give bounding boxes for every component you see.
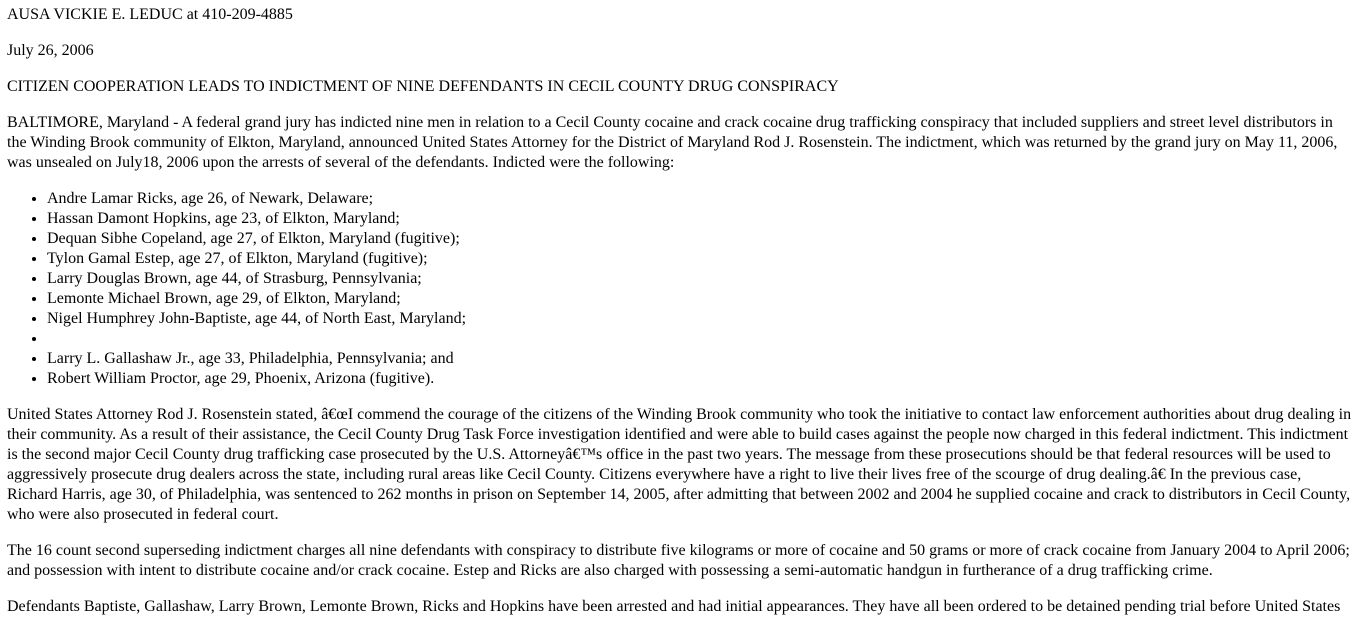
list-item: • Lemonte Michael Brown, age 29, of Elkton, Maryland; (47, 289, 1353, 309)
headline: CITIZEN COOPERATION LEADS TO INDICTMENT OF NINE DEFENDANTS IN CECIL COUNTY DRUG CONSPIRACY (7, 78, 839, 95)
defendant-list (7, 189, 1353, 389)
release-date: July 26, 2006 (7, 42, 94, 59)
list-item-empty (47, 329, 1353, 349)
list-item: • Hassan Damont Hopkins, age 23, of Elkton, Maryland; (47, 209, 1353, 229)
charges-paragraph: The 16 count second superseding indictment charges all nine defendants with conspiracy to distribute five kilograms or more of cocaine and 50 grams or more of crack cocaine from January 2004 to April 2006; and possession with intent to distribute cocaine and/or crack cocaine. Estep and Ricks are also charged with possessing a semi-automatic handgun in furtherance of a drug trafficking crime. (7, 542, 1350, 579)
list-item: • Andre Lamar Ricks, age 26, of Newark, Delaware; (47, 189, 1353, 209)
intro-paragraph: BALTIMORE, Maryland - A federal grand jury has indicted nine men in relation to a Cecil County cocaine and crack cocaine drug trafficking conspiracy that included suppliers and street level distributors in the Winding Brook community of Elkton, Maryland, announced United States Attorney for the District of Maryland Rod J. Rosenstein. The indictment, which was returned by the grand jury on May 11, 2006, was unsealed on July18, 2006 upon the arrests of several of the defendants. Indicted were the following: (7, 114, 1338, 171)
attorney-statement-paragraph: United States Attorney Rod J. Rosenstein stated, â€œI commend the courage of the citizens of the Winding Brook community who took the initiative to contact law enforcement authorities about drug dealing in their community. As a result of their assistance, the Cecil County Drug Task Force investigation identified and were able to build cases against the people now charged in this federal indictment. This indictment is the second major Cecil County drug trafficking case prosecuted by the U.S. Attorneyâ€™s office in the past two years. The message from these prosecutions should be that federal resources will be used to aggressively prosecute drug dealers across the state, including rural areas like Cecil County. Citizens everywhere have a right to live their lives free of the scourge of drug dealing.â€ In the previous case, Richard Harris, age 30, of Philadelphia, was sentenced to 262 months in prison on September 14, 2005, after admitting that between 2002 and 2004 he supplied cocaine and crack to distributors in Cecil County, who were also prosecuted in federal court. (7, 406, 1352, 523)
contact-line: AUSA VICKIE E. LEDUC at 410-209-4885 (7, 6, 293, 23)
list-item: • Nigel Humphrey John-Baptiste, age 44, of North East, Maryland; (47, 309, 1353, 329)
list-item: • Larry Douglas Brown, age 44, of Strasburg, Pennsylvania; (47, 269, 1353, 289)
list-item: • Larry L. Gallashaw Jr., age 33, Philadelphia, Pennsylvania; and (47, 349, 1353, 369)
list-item: • Robert William Proctor, age 29, Phoenix, Arizona (fugitive). (47, 369, 1353, 389)
list-item: • Tylon Gamal Estep, age 27, of Elkton, Maryland (fugitive); (47, 249, 1353, 269)
arrests-paragraph: Defendants Baptiste, Gallashaw, Larry Brown, Lemonte Brown, Ricks and Hopkins have been arrested and had initial appearances. They have all been ordered to be detained pending trial before United States (7, 598, 1341, 615)
list-item: • Dequan Sibhe Copeland, age 27, of Elkton, Maryland (fugitive); (47, 229, 1353, 249)
